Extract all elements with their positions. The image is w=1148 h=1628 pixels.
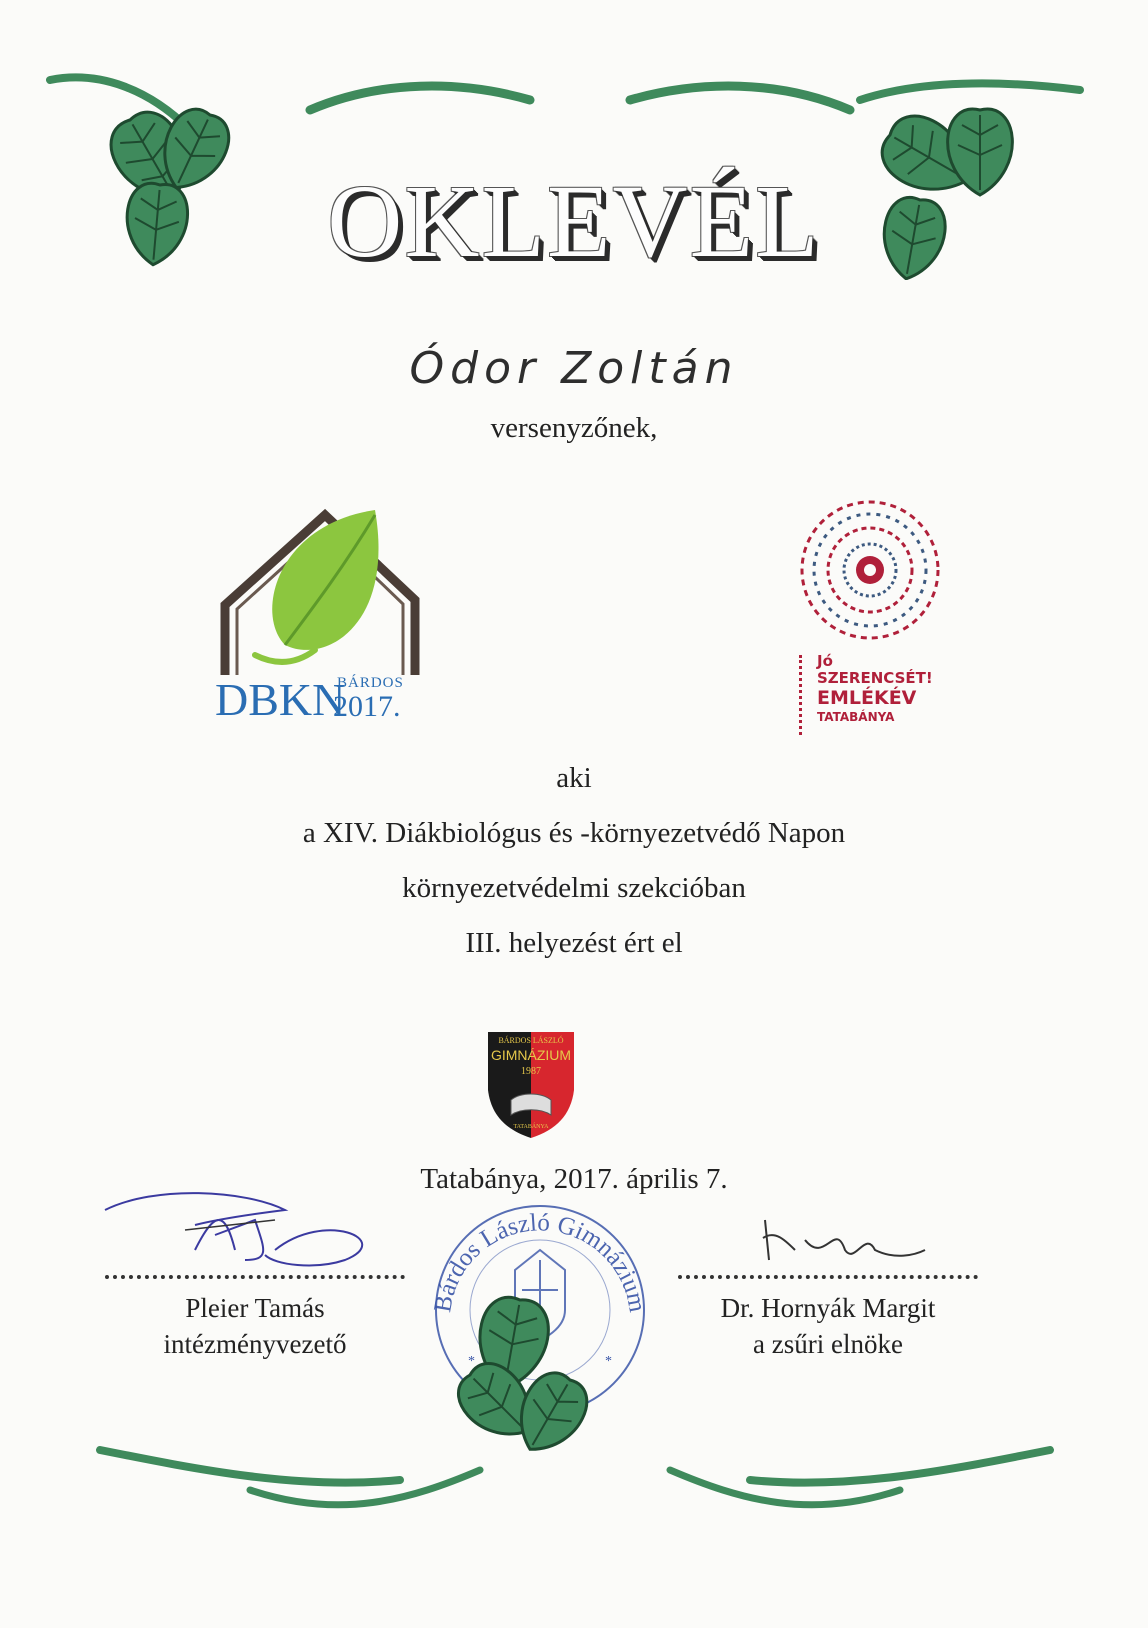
emlekev-line4: TATABÁNYA — [817, 710, 895, 724]
line-section: környezetvédelmi szekcióban — [402, 872, 746, 904]
emlekev-logo — [795, 495, 955, 740]
signature-right-scribble — [755, 1210, 935, 1270]
crest-name: GIMNÁZIUM — [490, 1047, 572, 1063]
signatory-right — [668, 1290, 988, 1362]
dbkn-year: 2017. — [333, 690, 401, 723]
line-aki: aki — [556, 762, 592, 794]
bottom-swirl-ornament — [80, 1410, 1070, 1520]
dbkn-bardos: BÁRDOS — [337, 675, 404, 691]
line-event: a XIV. Diákbiológus és -környezetvédő Napon — [302, 817, 846, 849]
signature-line-left — [105, 1275, 405, 1279]
emlekev-line2: SZERENCSÉT! — [817, 669, 933, 687]
signatory-left-name: Pleier Tamás — [185, 1293, 325, 1323]
top-swirl-ornament — [300, 70, 860, 130]
signatory-left-role: intézményvezető — [163, 1329, 347, 1359]
dbkn-text: DBKN — [215, 674, 346, 725]
certificate-title: OKLEVÉL — [327, 164, 821, 279]
emlekev-line1: Jó — [817, 652, 833, 670]
signatory-right-name: Dr. Hornyák Margit — [720, 1293, 936, 1323]
line-result: III. helyezést ért el — [465, 927, 683, 959]
recipient-suffix: versenyzőnek, — [490, 412, 658, 444]
signatory-right-role: a zsűri elnöke — [753, 1329, 903, 1359]
crest-year: 1987 — [521, 1066, 541, 1077]
svg-text:*: * — [468, 1354, 475, 1369]
svg-text:*: * — [605, 1354, 612, 1369]
rosette-icon — [795, 495, 945, 645]
school-crest — [486, 1030, 576, 1140]
signatory-left — [95, 1290, 415, 1362]
signature-line-right — [678, 1275, 978, 1279]
stamp-text: Bárdos László Gimnázium — [430, 1209, 650, 1315]
crest-top: BÁRDOS LÁSZLÓ — [498, 1036, 564, 1045]
recipient-name: Ódor Zoltán — [409, 343, 739, 394]
signature-left-scribble — [95, 1180, 395, 1280]
crest-bottom: TATABÁNYA — [513, 1124, 549, 1130]
emlekev-line3: EMLÉKÉV — [817, 687, 917, 709]
dbkn-logo — [215, 505, 435, 725]
emlekev-ornament — [799, 655, 812, 735]
house-leaf-icon — [215, 505, 435, 680]
place-date: Tatabánya, 2017. április 7. — [420, 1163, 728, 1195]
